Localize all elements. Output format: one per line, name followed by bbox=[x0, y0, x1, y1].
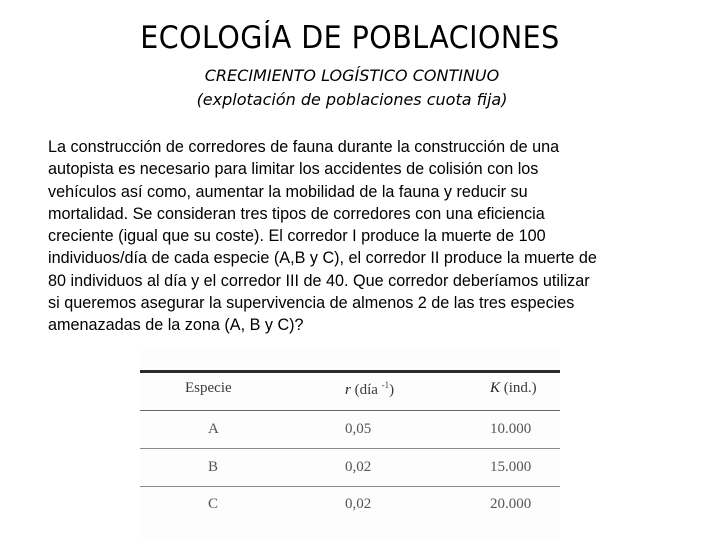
table-cell-species: B bbox=[208, 459, 219, 475]
table-cell-k: 20.000 bbox=[490, 496, 532, 512]
header-r-symbol: r bbox=[345, 382, 351, 398]
table-row-rule bbox=[140, 448, 560, 449]
table-header-rule bbox=[140, 410, 560, 411]
table-cell-r: 0,02 bbox=[345, 496, 372, 512]
header-growth-rate bbox=[345, 380, 394, 399]
table-cell-k: 10.000 bbox=[490, 421, 532, 437]
page-title: ECOLOGÍA DE POBLACIONES bbox=[140, 20, 560, 56]
header-r-close: ) bbox=[389, 382, 395, 398]
species-table bbox=[140, 348, 560, 540]
table-cell-k: 15.000 bbox=[490, 459, 532, 475]
body-line: creciente (igual que su coste). El corredor I produce la muerte de 100 bbox=[48, 227, 546, 246]
body-line: mortalidad. Se consideran tres tipos de corredores con una eficiencia bbox=[48, 204, 545, 223]
body-line: vehículos así como, aumentar la mobilidad de la fauna y reducir su bbox=[48, 182, 528, 201]
problem-statement bbox=[48, 136, 718, 337]
body-line: si queremos asegurar la supervivencia de almenos 2 de las tres especies bbox=[48, 294, 575, 313]
body-line: La construcción de corredores de fauna durante la construcción de una bbox=[48, 138, 560, 156]
subtitle-exploitation: (explotación de poblaciones cuota fija) bbox=[196, 90, 508, 109]
subtitle-model: CRECIMIENTO LOGÍSTICO CONTINUO bbox=[204, 66, 500, 85]
table-top-rule bbox=[140, 370, 560, 373]
table-cell-species: C bbox=[208, 496, 219, 512]
body-line: autopista es necesario para limitar los accidentes de colisión con los bbox=[48, 160, 539, 179]
body-line: amenazadas de la zona (A, B y C)? bbox=[48, 316, 304, 335]
table-cell-species: A bbox=[208, 421, 219, 437]
table-row-rule bbox=[140, 486, 560, 487]
header-k-unit: (ind.) bbox=[503, 380, 537, 396]
header-r-unit: (día bbox=[354, 382, 378, 398]
header-k-symbol: K bbox=[490, 380, 501, 396]
body-line: individuos/día de cada especie (A,B y C), el corredor II produce la muerte de bbox=[48, 249, 597, 268]
table-cell-r: 0,02 bbox=[345, 459, 372, 475]
header-r-exponent: -1 bbox=[381, 380, 390, 390]
body-line: 80 individuos al día y el corredor III de 40. Que corredor deberíamos utilizar bbox=[48, 271, 590, 290]
header-species: Especie bbox=[185, 380, 232, 396]
header-carrying-capacity bbox=[490, 380, 537, 397]
table-cell-r: 0,05 bbox=[345, 421, 372, 437]
